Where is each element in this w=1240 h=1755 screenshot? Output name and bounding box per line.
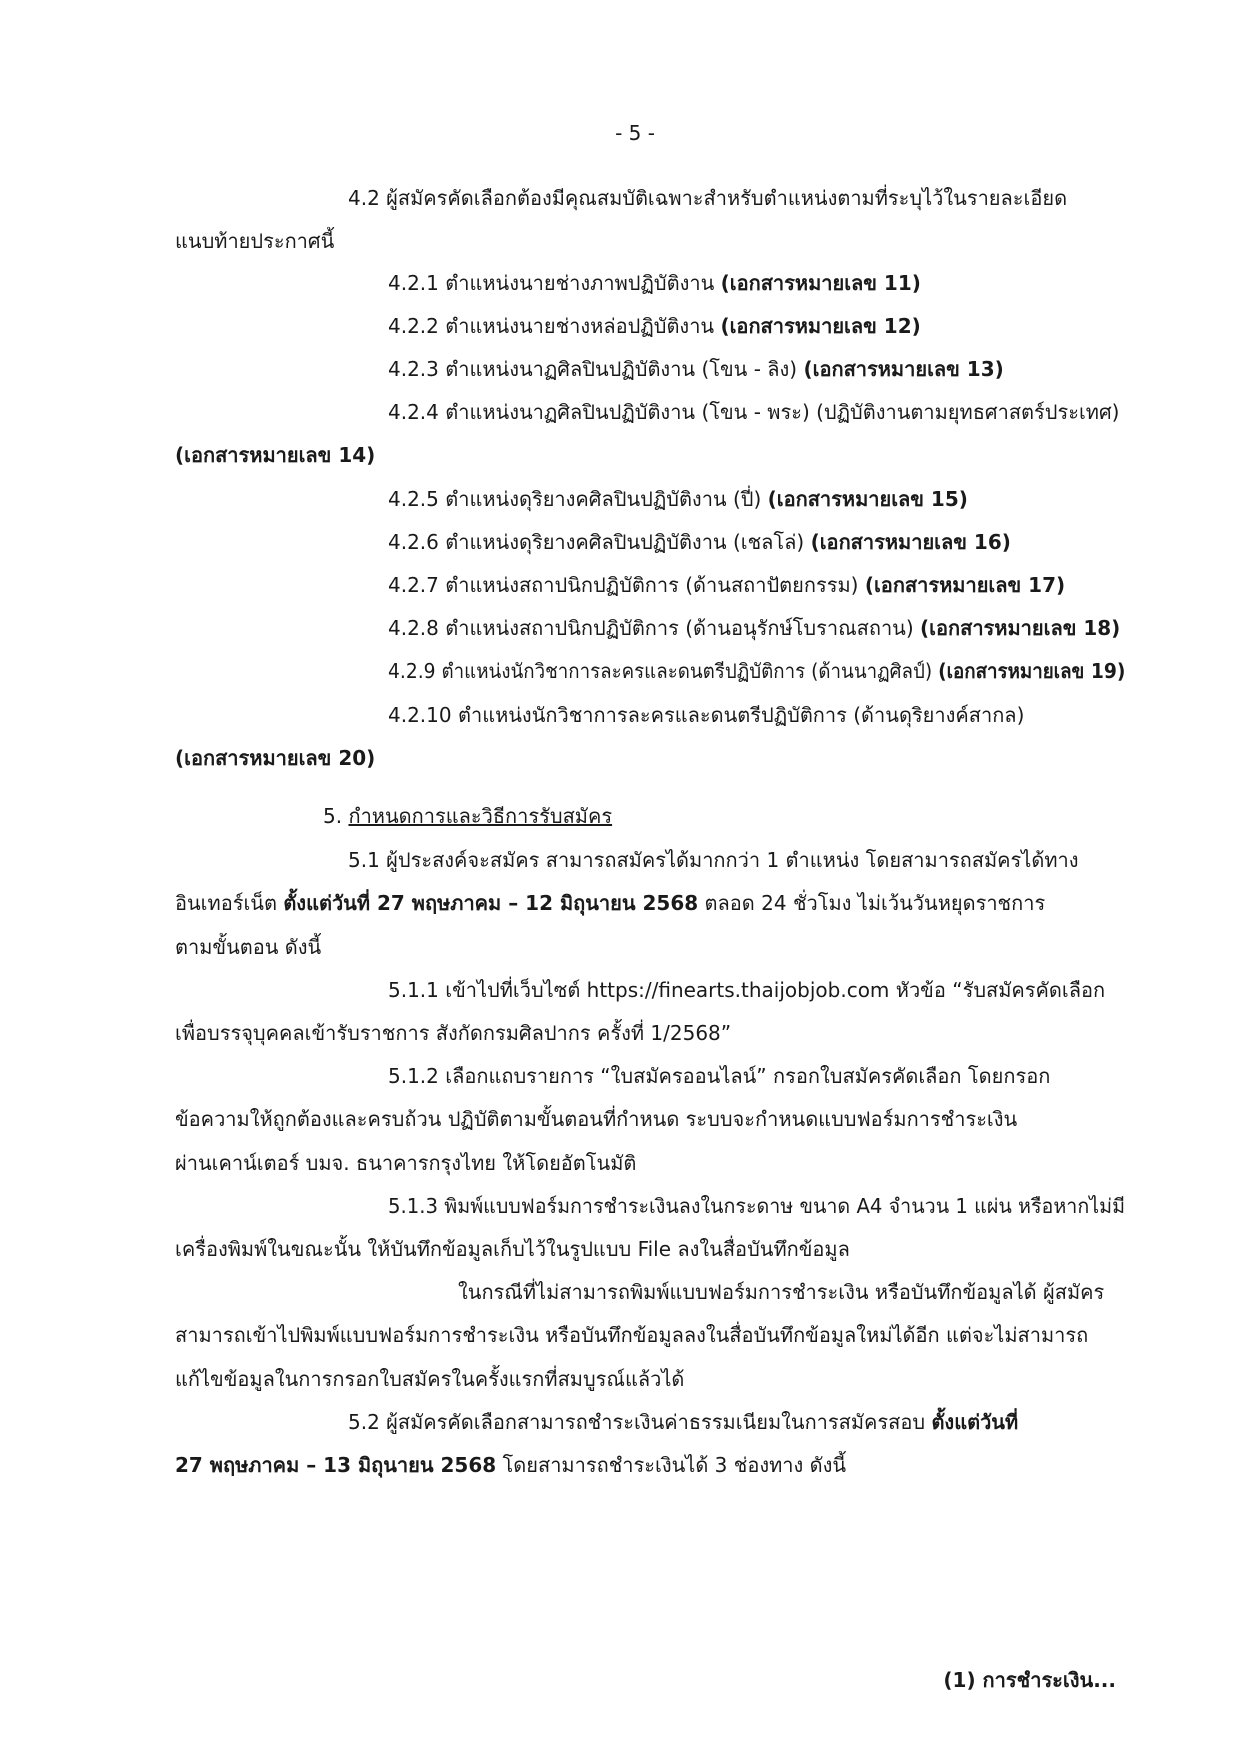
- item-4-2-5-text: 4.2.5 ตำแหน่งดุริยางคศิลปินปฏิบัติงาน (ปี่): [388, 487, 768, 511]
- item-4-2-6-text: 4.2.6 ตำแหน่งดุริยางคศิลปินปฏิบัติงาน (เชลโล่): [388, 530, 811, 554]
- p-5-1-line2: [175, 888, 1045, 918]
- item-4-2-1-text: 4.2.1 ตำแหน่งนายช่างภาพปฏิบัติงาน: [388, 271, 721, 295]
- item-4-2-1: [388, 268, 921, 298]
- p-5-1-3-line1: 5.1.3 พิมพ์แบบฟอร์มการชำระเงินลงในกระดาษ ขนาด A4 จำนวน 1 แผ่น หรือหากไม่มี: [388, 1194, 1126, 1218]
- p-5-1-line2-a: อินเทอร์เน็ต: [175, 891, 284, 915]
- item-4-2-6-ref: (เอกสารหมายเลข 16): [810, 530, 1011, 554]
- p-5-1-2-line3: ผ่านเคาน์เตอร์ บมจ. ธนาคารกรุงไทย ให้โดยอัตโนมัติ: [175, 1151, 637, 1175]
- p-5-2-line2-b: โดยสามารถชำระเงินได้ 3 ช่องทาง ดังนี้: [496, 1453, 847, 1477]
- item-4-2-5-ref: (เอกสารหมายเลข 15): [767, 487, 968, 511]
- p-5-2-line2: [175, 1450, 846, 1480]
- p-5-1-1-line2: เพื่อบรรจุบุคคลเข้ารับราชการ สังกัดกรมศิลปากร ครั้งที่ 1/2568”: [175, 1021, 732, 1045]
- item-4-2-7-ref: (เอกสารหมายเลข 17): [864, 573, 1066, 597]
- item-4-2-2-ref: (เอกสารหมายเลข 12): [720, 314, 921, 338]
- item-4-2-9-text: 4.2.9 ตำแหน่งนักวิชาการละครและดนตรีปฏิบัติการ (ด้านนาฏศิลป์): [388, 659, 939, 683]
- item-4-2-1-ref: (เอกสารหมายเลข 11): [720, 271, 921, 295]
- item-4-2-6: [388, 527, 1011, 557]
- p-5-1-2-line1: 5.1.2 เลือกแถบรายการ “ใบสมัครออนไลน์” กรอกใบสมัครคัดเลือก โดยกรอก: [388, 1064, 1051, 1088]
- item-4-2-10-ref: (เอกสารหมายเลข 20): [175, 746, 376, 770]
- p-5-2-line1-b: ตั้งแต่วันที่: [931, 1410, 1019, 1434]
- p-5-1-3-line5: แก้ไขข้อมูลในการกรอกใบสมัครในครั้งแรกที่สมบูรณ์แล้วได้: [175, 1367, 685, 1391]
- item-4-2-2-text: 4.2.2 ตำแหน่งนายช่างหล่อปฏิบัติงาน: [388, 314, 721, 338]
- p-5-1-3-line4: สามารถเข้าไปพิมพ์แบบฟอร์มการชำระเงิน หรือบันทึกข้อมูลลงในสื่อบันทึกข้อมูลใหม่ได้อีก แต่จะไม่สามารถ: [175, 1323, 1089, 1347]
- p-5-1-1-line1: 5.1.1 เข้าไปที่เว็บไซต์ https://finearts.thaijobjob.com หัวข้อ “รับสมัครคัดเลือก: [388, 978, 1106, 1002]
- p-5-1-2-line2: ข้อความให้ถูกต้องและครบถ้วน ปฏิบัติตามขั้นตอนที่กำหนด ระบบจะกำหนดแบบฟอร์มการชำระเงิน: [175, 1107, 1018, 1131]
- item-4-2-8-text: 4.2.8 ตำแหน่งสถาปนิกปฏิบัติการ (ด้านอนุรักษ์โบราณสถาน): [388, 616, 921, 640]
- item-4-2-9-ref: (เอกสารหมายเลข 19): [938, 659, 1126, 683]
- section-5-heading-number: 5.: [323, 804, 349, 828]
- p-5-2-line1-a: 5.2 ผู้สมัครคัดเลือกสามารถชำระเงินค่าธรรมเนียมในการสมัครสอบ: [348, 1410, 932, 1434]
- p-5-1-date-range: ตั้งแต่วันที่ 27 พฤษภาคม – 12 มิถุนายน 2568: [283, 891, 699, 915]
- p-5-1-3-line3: ในกรณีที่ไม่สามารถพิมพ์แบบฟอร์มการชำระเงิน หรือบันทึกข้อมูลได้ ผู้สมัคร: [458, 1280, 1105, 1304]
- section-5-heading-text: กำหนดการและวิธีการรับสมัคร: [348, 804, 613, 828]
- item-4-2-10-text: 4.2.10 ตำแหน่งนักวิชาการละครและดนตรีปฏิบัติการ (ด้านดุริยางค์สากล): [388, 703, 1025, 727]
- item-4-2-3-text: 4.2.3 ตำแหน่งนาฏศิลปินปฏิบัติงาน (โขน - ลิง): [388, 357, 804, 381]
- section-4-2-intro-line2: แนบท้ายประกาศนี้: [175, 229, 335, 253]
- p-5-1-line2-c: ตลอด 24 ชั่วโมง ไม่เว้นวันหยุดราชการ: [698, 891, 1046, 915]
- p-5-1-line3: ตามขั้นตอน ดังนี้: [175, 935, 322, 959]
- item-4-2-9: [388, 656, 1125, 686]
- item-4-2-4-text: 4.2.4 ตำแหน่งนาฏศิลปินปฏิบัติงาน (โขน - พระ) (ปฏิบัติงานตามยุทธศาสตร์ประเทศ): [388, 400, 1120, 424]
- section-5-heading: [323, 801, 612, 831]
- p-5-2-date-range: 27 พฤษภาคม – 13 มิถุนายน 2568: [175, 1453, 497, 1477]
- p-5-1-line1: 5.1 ผู้ประสงค์จะสมัคร สามารถสมัครได้มากกว่า 1 ตำแหน่ง โดยสามารถสมัครได้ทาง: [348, 848, 1079, 872]
- p-5-2-line1: [348, 1407, 1018, 1437]
- item-4-2-7-text: 4.2.7 ตำแหน่งสถาปนิกปฏิบัติการ (ด้านสถาปัตยกรรม): [388, 573, 865, 597]
- continuation-note: (1) การชำระเงิน...: [943, 1668, 1116, 1692]
- item-4-2-8-ref: (เอกสารหมายเลข 18): [920, 616, 1121, 640]
- item-4-2-8: [388, 613, 1120, 643]
- item-4-2-3: [388, 354, 1004, 384]
- item-4-2-2: [388, 311, 921, 341]
- item-4-2-4-ref: (เอกสารหมายเลข 14): [175, 443, 376, 467]
- page-number: - 5 -: [615, 121, 655, 145]
- p-5-1-3-line2: เครื่องพิมพ์ในขณะนั้น ให้บันทึกข้อมูลเก็บไว้ในรูปแบบ File ลงในสื่อบันทึกข้อมูล: [175, 1237, 850, 1261]
- item-4-2-5: [388, 484, 968, 514]
- section-4-2-intro-line1: 4.2 ผู้สมัครคัดเลือกต้องมีคุณสมบัติเฉพาะสำหรับตำแหน่งตามที่ระบุไว้ในรายละเอียด: [348, 186, 1068, 210]
- item-4-2-3-ref: (เอกสารหมายเลข 13): [803, 357, 1004, 381]
- item-4-2-7: [388, 570, 1065, 600]
